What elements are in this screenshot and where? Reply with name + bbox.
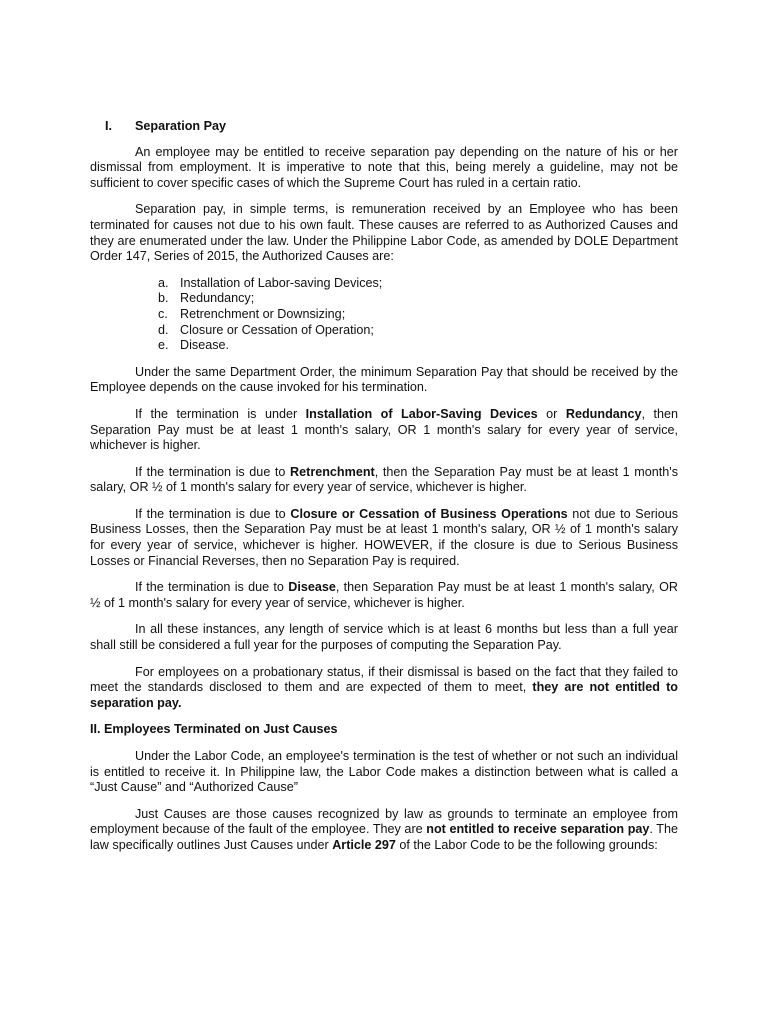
list-item [90, 291, 678, 307]
bold-term: Installation of Labor-Saving Devices [305, 406, 538, 421]
list-item [90, 276, 678, 292]
list-marker: b. [158, 291, 169, 306]
section-title: Separation Pay [135, 119, 226, 133]
section-number: I. [105, 119, 112, 133]
list-marker: d. [158, 322, 169, 337]
text-run: , then Separation Pay must be at least 1 month's salary, OR 1 month's salary for every year of service, whichever is higher. [90, 406, 678, 453]
list-item-text: Redundancy; [180, 291, 255, 306]
paragraph-labor-saving [90, 407, 678, 454]
list-item-text: Retrenchment or Downsizing; [180, 306, 346, 321]
paragraph-disease [90, 580, 678, 611]
list-item-text: Installation of Labor-saving Devices; [180, 275, 383, 290]
text-run: Just Causes are those causes recognized by law as grounds to terminate an employee from employment because of the fault of the employee. They are [90, 806, 678, 837]
paragraph-closure [90, 507, 678, 569]
text-run: If the termination is due to [135, 506, 291, 521]
document-page [90, 119, 678, 865]
list-item [90, 338, 678, 354]
text-run: , then the Separation Pay must be at least 1 month's salary, OR ½ of 1 month's salary for every year of service, whichever is higher. [90, 464, 678, 495]
bold-term: Article 297 [332, 837, 396, 852]
paragraph-definition: Separation pay, in simple terms, is remuneration received by an Employee who has been terminated for causes not due to his own fault. These causes are referred to as Authorized Causes and they are enumerated under the law. Under the Philippine Labor Code, as amended by DOLE Department Order 147, Series of 2015, the Authorized Causes are: [90, 202, 678, 264]
bold-term: they are not entitled to separation pay. [90, 680, 678, 710]
paragraph-intro: An employee may be entitled to receive separation pay depending on the nature of his or her dismissal from employment. It is imperative to note that this, being merely a guideline, may not be sufficient to cover specific cases of which the Supreme Court has ruled in a certain ratio. [90, 144, 678, 190]
text-run: If the termination is under [135, 406, 306, 421]
list-item [90, 323, 678, 339]
list-item [90, 307, 678, 323]
text-run: If the termination is due to [135, 580, 289, 595]
text-run: . The law specifically outlines Just Causes under [90, 822, 678, 852]
list-item-text: Closure or Cessation of Operation; [180, 322, 374, 337]
authorized-causes-list [90, 276, 678, 354]
paragraph-department-order: Under the same Department Order, the minimum Separation Pay that should be received by the Employee depends on the cause invoked for his termination. [90, 364, 678, 395]
list-marker: a. [158, 275, 169, 290]
text-run: For employees on a probationary status, if their dismissal is based on the fact that they failed to meet the standards disclosed to them and are expected of them to meet, [90, 664, 678, 695]
text-run: , then Separation Pay must be at least 1 month's salary, OR ½ of 1 month's salary for every year of service, whichever is higher. [90, 580, 678, 610]
section-heading-separation-pay [90, 119, 678, 135]
text-run: not due to Serious Business Losses, then the Separation Pay must be at least 1 month's salary, OR ½ of 1 month's salary for every year of service, whichever is higher. HOWEVER, if the closure is due to Serious Business Losses or Financial Reverses, then no Separation Pay is required. [90, 506, 678, 568]
paragraph-labor-code: Under the Labor Code, an employee's termination is the test of whether or not such an individual is entitled to receive it. In Philippine law, the Labor Code makes a distinction between what is called a “Just Cause” and “Authorized Cause” [90, 749, 678, 795]
list-marker: e. [158, 338, 169, 353]
bold-term: Disease [288, 580, 336, 595]
list-marker: c. [158, 306, 168, 321]
text-run: of the Labor Code to be the following grounds: [395, 837, 658, 852]
paragraph-length-of-service: In all these instances, any length of service which is at least 6 months but less than a full year shall still be considered a full year for the purposes of computing the Separation Pay. [90, 622, 678, 653]
section-heading-just-causes: II. Employees Terminated on Just Causes [90, 722, 338, 737]
text-run: If the termination is due to [135, 464, 291, 479]
text-run: or [537, 406, 566, 421]
paragraph-probationary [90, 665, 678, 712]
bold-term: Closure or Cessation of Business Operations [290, 506, 568, 521]
bold-term: Redundancy [565, 406, 642, 421]
bold-term: Retrenchment [290, 464, 375, 479]
list-item-text: Disease. [180, 338, 229, 353]
paragraph-retrenchment [90, 465, 678, 496]
paragraph-just-causes [90, 807, 678, 854]
bold-term: not entitled to receive separation pay [426, 822, 650, 837]
